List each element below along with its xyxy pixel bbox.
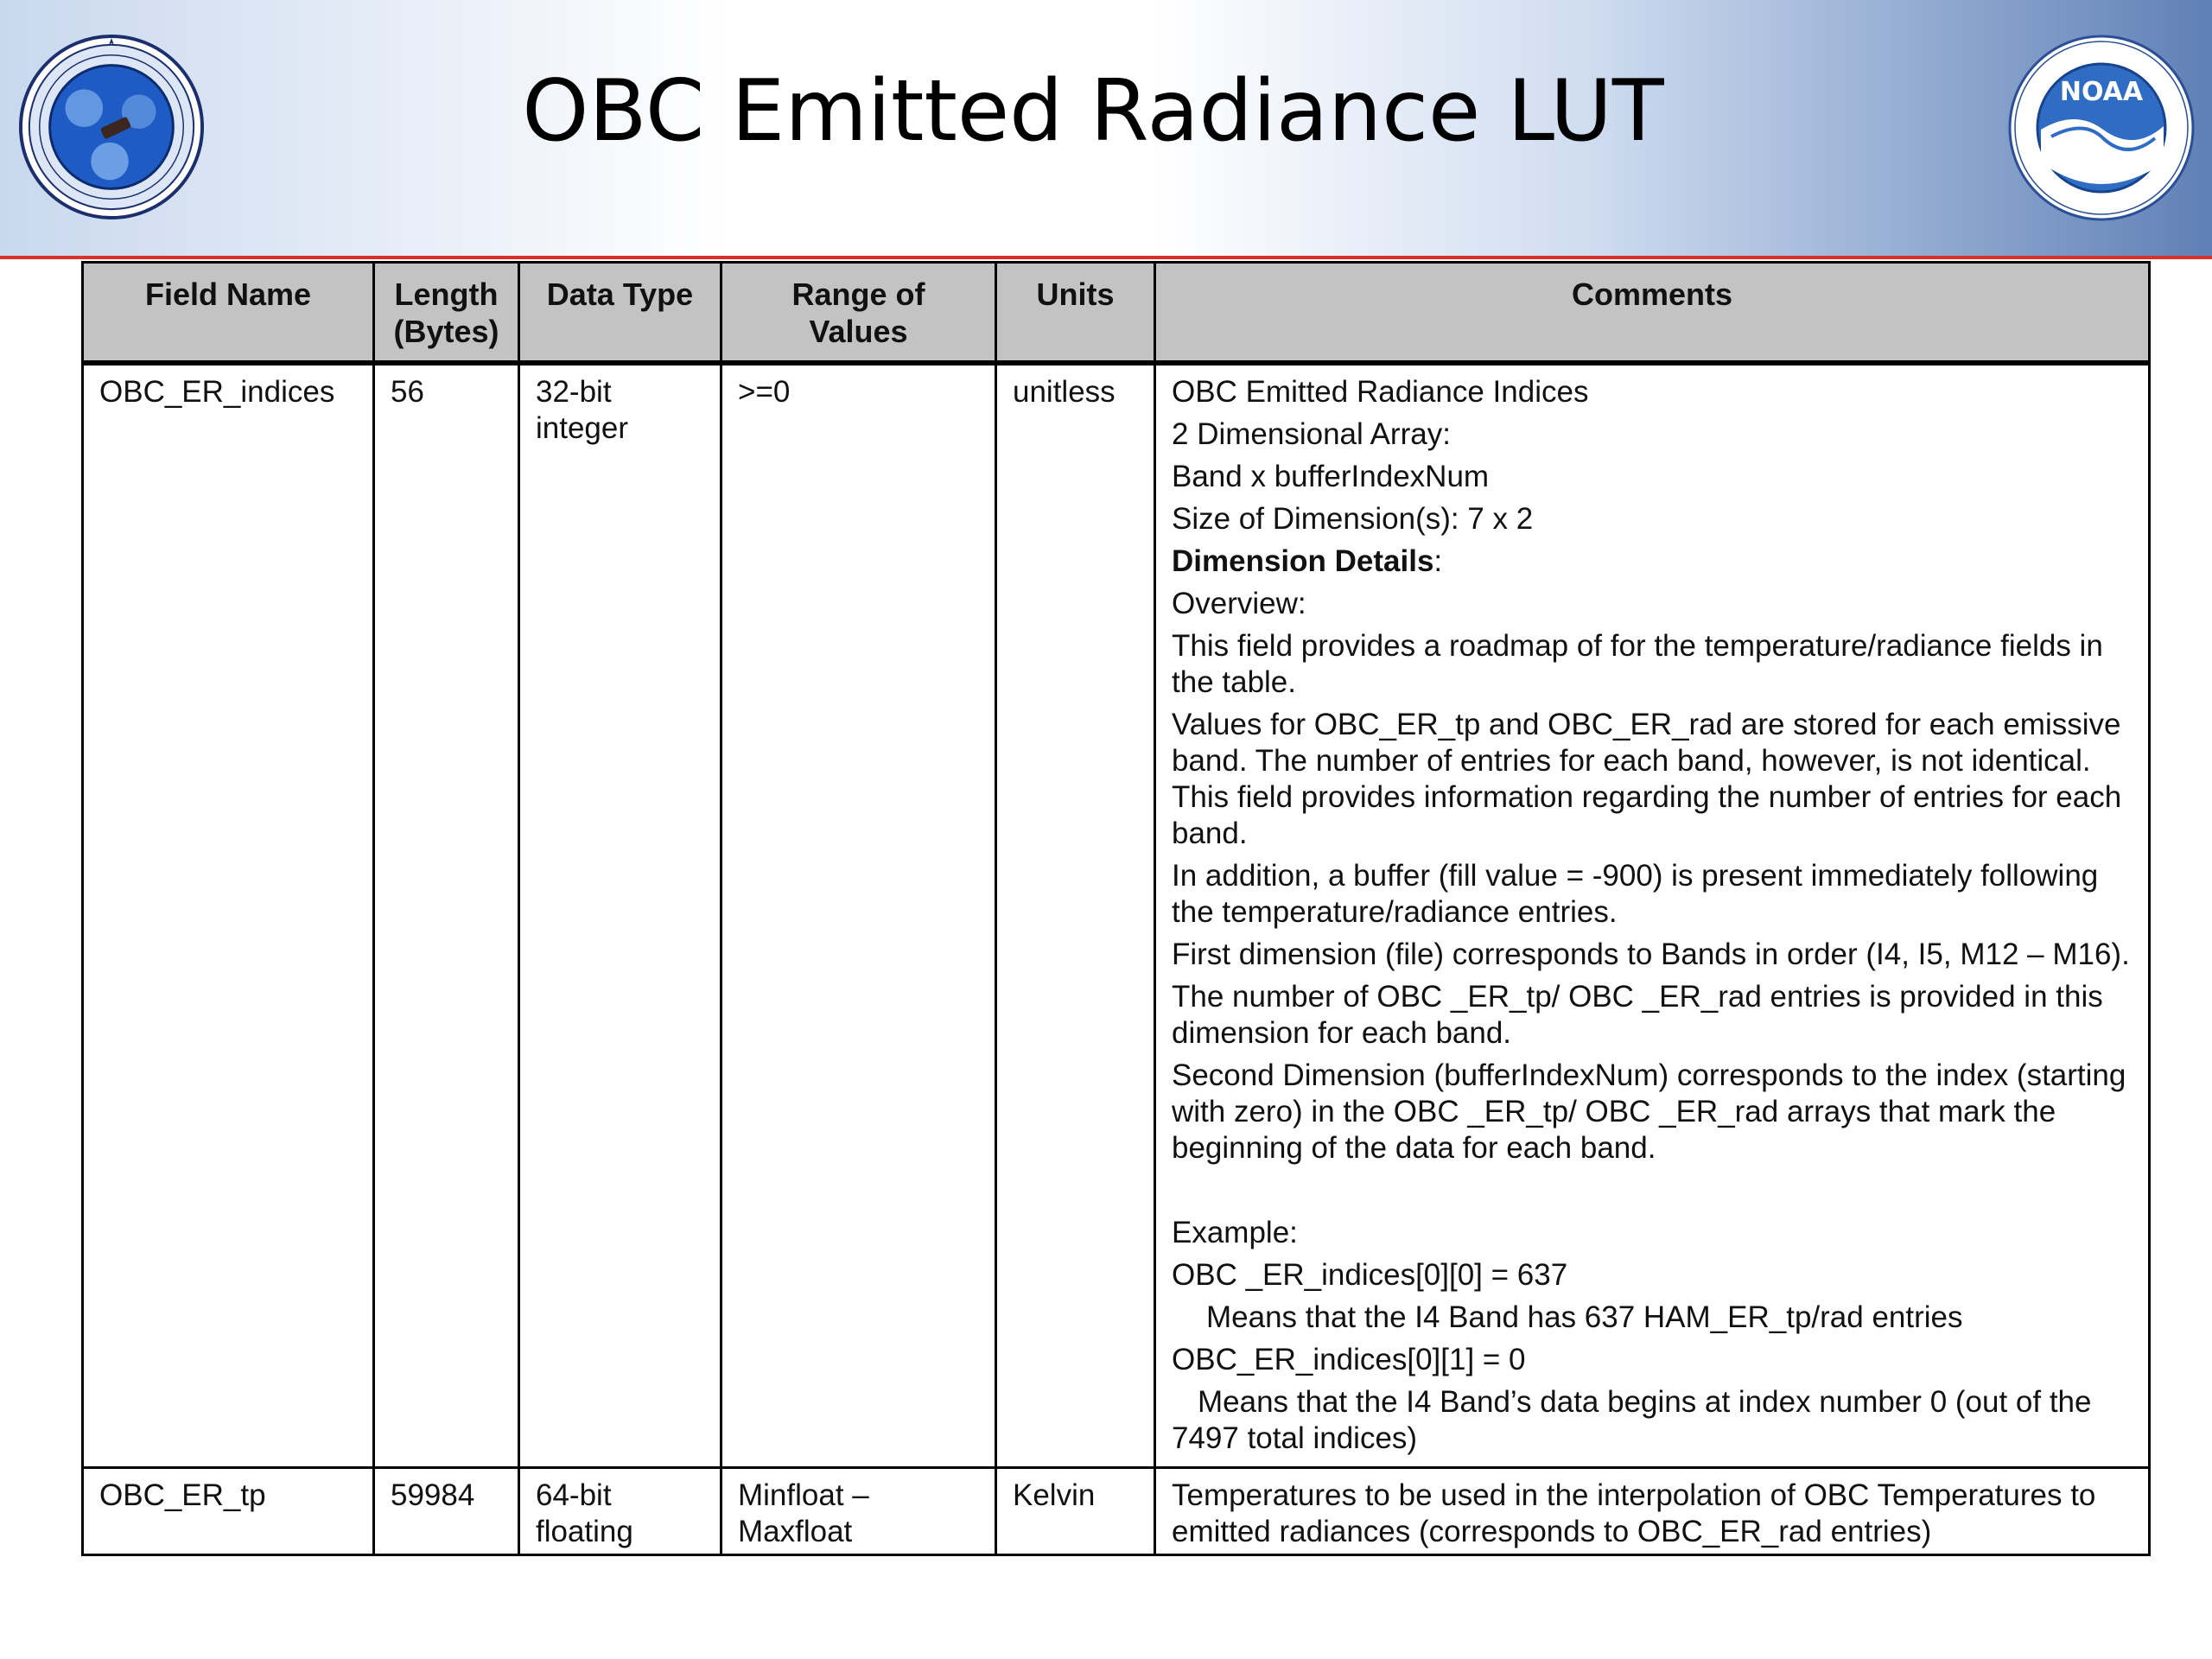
length-cell: 59984 — [374, 1468, 519, 1555]
comment-paragraph: The number of OBC _ER_tp/ OBC _ER_rad entries is provided in this dimension for each band. — [1172, 980, 2103, 1050]
comment-paragraph: This field provides a roadmap of for the temperature/radiance fields in the table. — [1172, 629, 2103, 699]
header-units: Units — [996, 263, 1155, 364]
table-row — [83, 363, 2150, 1468]
field-name-cell: OBC_ER_indices — [83, 363, 374, 1468]
comment-line: 2 Dimensional Array: — [1172, 417, 1451, 451]
comment-line: Band x bufferIndexNum — [1172, 460, 1490, 493]
slide-title: OBC Emitted Radiance LUT — [522, 62, 1664, 161]
comment-paragraph: First dimension (file) corresponds to Bands in order (I4, I5, M12 – M16). — [1172, 938, 2130, 971]
noaa-seal-icon — [2006, 33, 2196, 223]
comment-line: OBC Emitted Radiance Indices — [1172, 375, 1589, 409]
header-comments: Comments — [1155, 263, 2150, 364]
comments-cell — [1155, 363, 2150, 1468]
header-data-type: Data Type — [519, 263, 721, 364]
field-name-cell: OBC_ER_tp — [83, 1468, 374, 1555]
example-line: OBC_ER_indices[0][1] = 0 — [1172, 1343, 1526, 1376]
example-heading: Example: — [1172, 1216, 1298, 1249]
comment-paragraph: Second Dimension (bufferIndexNum) corresponds to the index (starting with zero) in the OBC _ER_tp/ OBC _ER_rad arrays that mark the beginning of the data for each band. — [1172, 1058, 2126, 1165]
comment-paragraph: Values for OBC_ER_tp and OBC_ER_rad are stored for each emissive band. The number of entries for each band, however, is not identical. This field provides information regarding the number of entries for each band. — [1172, 708, 2122, 850]
units-cell: unitless — [996, 363, 1155, 1468]
range-cell: Minfloat – Maxfloat — [721, 1468, 996, 1555]
header-length: Length (Bytes) — [374, 263, 519, 364]
example-line: OBC _ER_indices[0][0] = 637 — [1172, 1258, 1568, 1292]
table-header-row — [83, 263, 2150, 364]
example-description: Means that the I4 Band’s data begins at index number 0 (out of the 7497 total indices) — [1172, 1385, 2092, 1455]
data-type-cell: 64-bit floating — [519, 1468, 721, 1555]
lut-table — [81, 261, 2151, 1556]
header-range: Range of Values — [721, 263, 996, 364]
comments-cell: Temperatures to be used in the interpolation of OBC Temperatures to emitted radiances (corresponds to OBC_ER_rad entries) — [1155, 1468, 2150, 1555]
dimension-details-heading: Dimension Details: — [1172, 544, 1443, 578]
header-divider — [0, 256, 2212, 259]
units-cell: Kelvin — [996, 1468, 1155, 1555]
comment-paragraph: In addition, a buffer (fill value = -900) is present immediately following the temperature/radiance entries. — [1172, 859, 2099, 929]
comment-line: Overview: — [1172, 587, 1306, 620]
svg-text:NOAA: NOAA — [2059, 77, 2144, 107]
data-type-cell: 32-bit integer — [519, 363, 721, 1468]
table-row — [83, 1468, 2150, 1555]
length-cell: 56 — [374, 363, 519, 1468]
comment-line: Size of Dimension(s): 7 x 2 — [1172, 502, 1534, 536]
example-description: Means that the I4 Band has 637 HAM_ER_tp/rad entries — [1206, 1300, 1963, 1334]
range-cell: >=0 — [721, 363, 996, 1468]
header-field-name: Field Name — [83, 263, 374, 364]
